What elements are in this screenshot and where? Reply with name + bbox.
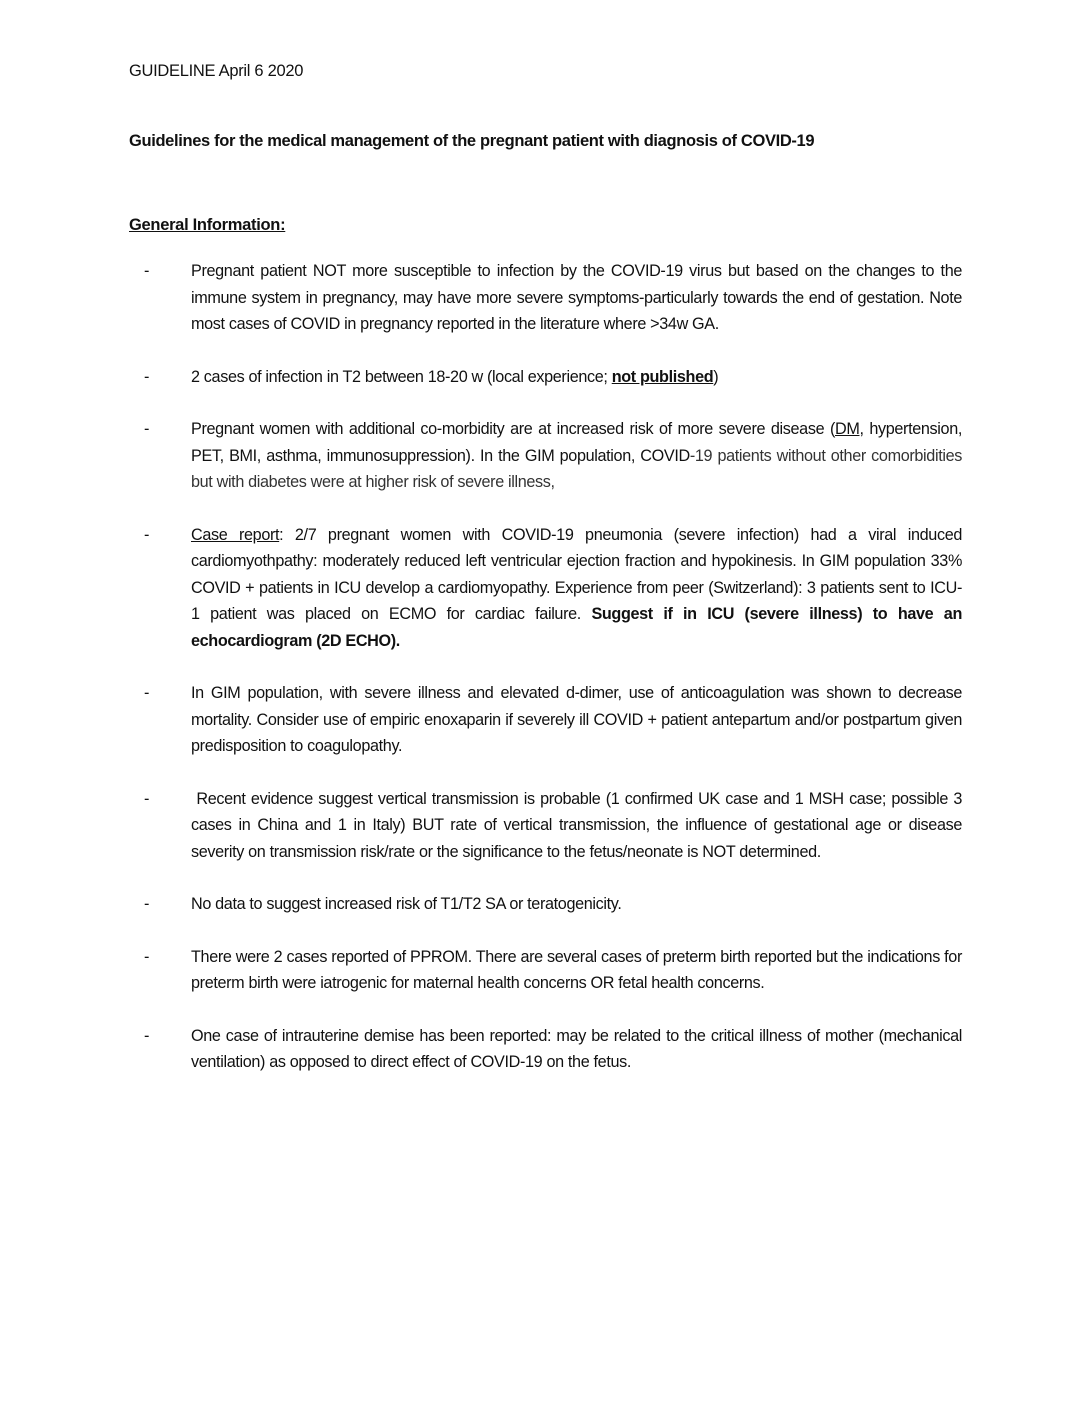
document-title: Guidelines for the medical management of the pregnant patient with diagnosis of COVID-19 — [129, 132, 815, 150]
dash-bullet-icon: - — [144, 947, 150, 966]
bullet-text: One case of intrauterine demise has been reported: may be related to the critical illness of mother (mechanical ventilation) as opposed to direct effect of COVID-19 on the fetus. — [191, 1026, 962, 1071]
list-item — [144, 944, 962, 997]
bullet-text: In GIM population, with severe illness and elevated d-dimer, use of anticoagulation was shown to decrease mortality. Consider use of empiric enoxaparin if severely ill COVID + patient antepartum and/or postpartum given predisposition to coagulopathy. — [191, 684, 962, 755]
bullet-text: : 2/7 pregnant women with COVID-19 pneumonia (severe infection) had a viral induced cardiomyothpathy: moderately reduced left ventricular ejection fraction and hypokinesis. In GIM population 33% COVID + patients in ICU develop a cardiomyopathy. Experience from peer (Switzerland): 3 patients sent to ICU- 1 patient was placed on ECMO for cardiac failure. — [191, 525, 963, 623]
dash-bullet-icon: - — [144, 420, 150, 438]
dash-bullet-icon: - — [144, 1026, 150, 1045]
list-item — [144, 416, 962, 496]
list-item — [144, 680, 962, 760]
dash-bullet-icon: - — [144, 262, 150, 280]
list-item — [144, 891, 962, 918]
bullet-text-end: ) — [713, 367, 719, 386]
general-information-list — [144, 258, 967, 1102]
not-published-emphasis: not published — [611, 367, 714, 386]
dash-bullet-icon: - — [144, 684, 150, 702]
list-item — [144, 522, 962, 655]
dash-bullet-icon: - — [144, 367, 150, 386]
dash-bullet-icon: - — [144, 789, 150, 808]
list-item — [144, 364, 962, 391]
bullet-text: 2 cases of infection in T2 between 18-20 w (local experience; — [191, 367, 612, 386]
guideline-date: GUIDELINE April 6 2020 — [129, 62, 304, 80]
bullet-text: Recent evidence suggest vertical transmission is probable (1 confirmed UK case and 1 MSH case; possible 3 cases in China and 1 in Italy) BUT rate of vertical transmission, the influence of gestational age or disease severity on transmission risk/rate or the significance to the fetus/neonate is NOT determined. — [191, 789, 967, 861]
bullet-text: No data to suggest increased risk of T1/T2 SA or teratogenicity. — [191, 895, 622, 913]
dash-bullet-icon: - — [144, 525, 150, 544]
bullet-text-middle: , hypertension, PET, BMI, asthma, immunosuppression). In the GIM population, COVID — [191, 420, 962, 465]
list-item — [144, 1023, 962, 1076]
list-item — [144, 786, 967, 866]
bullet-text: There were 2 cases reported of PPROM. There are several cases of preterm birth reported but the indications for preterm birth were iatrogenic for maternal health concerns OR fetal health concerns. — [191, 947, 962, 992]
bullet-text-end: -19 patients without other comorbidities but with diabetes were at higher risk of severe illness, — [191, 446, 962, 491]
bullet-text: Pregnant women with additional co-morbidity are at increased risk of more severe disease ( — [191, 420, 835, 438]
case-report-label: Case report — [191, 525, 280, 544]
dash-bullet-icon: - — [144, 895, 150, 913]
section-heading-general-information: General Information: — [129, 216, 286, 234]
echo-recommendation: Suggest if in ICU (severe illness) to have an echocardiogram (2D ECHO). — [191, 605, 963, 650]
dm-underlined: DM — [835, 420, 860, 438]
bullet-text: Pregnant patient NOT more susceptible to infection by the COVID-19 virus but based on the changes to the immune system in pregnancy, may have more severe symptoms-particularly towards the end of gestation. Note most cases of COVID in pregnancy reported in the literature where >34w GA. — [191, 262, 962, 333]
list-item — [144, 258, 962, 338]
